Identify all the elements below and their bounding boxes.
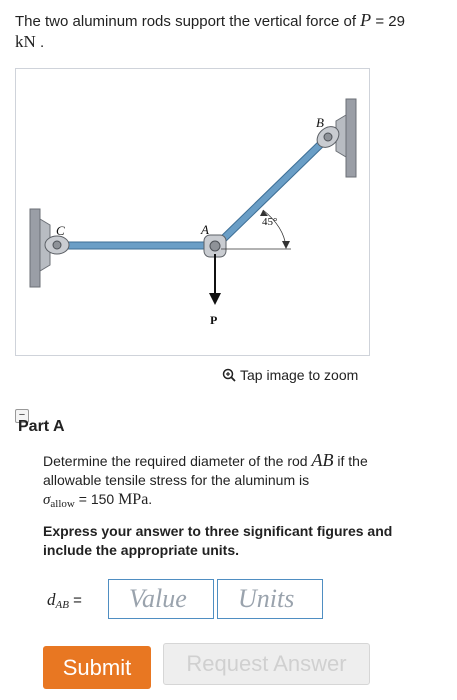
question-line2: allowable tensile stress for the aluminum is xyxy=(43,472,310,488)
intro-text: The two aluminum rods support the vertical force of xyxy=(15,13,361,30)
problem-figure[interactable] xyxy=(15,68,370,356)
force-arrow xyxy=(209,254,221,305)
intro-period: . xyxy=(35,34,45,51)
units-input[interactable] xyxy=(217,579,323,619)
part-title: Part A xyxy=(18,418,65,435)
pin-c xyxy=(45,236,69,254)
sigma-symbol: σ xyxy=(43,492,51,508)
right-wall-support xyxy=(336,99,356,177)
zoom-in-icon xyxy=(222,368,236,382)
zoom-label: Tap image to zoom xyxy=(240,367,359,383)
collapse-toggle-icon[interactable]: − xyxy=(15,409,29,423)
force-variable: P xyxy=(360,10,372,30)
rod-diagram xyxy=(16,69,371,357)
label-c: C xyxy=(56,223,65,238)
answer-instruction: Express your answer to three significant figures and include the appropriate units. xyxy=(43,523,393,558)
label-b: B xyxy=(316,115,324,130)
stress-unit: MPa xyxy=(118,491,149,508)
problem-statement xyxy=(15,10,440,53)
stress-value: = 150 xyxy=(74,491,119,507)
question-line1: Determine the required diameter of the rod xyxy=(43,453,312,469)
force-value: = 29 xyxy=(371,13,405,30)
joint-a xyxy=(204,235,226,257)
answer-label xyxy=(47,590,82,611)
angle-label: 45° xyxy=(262,216,278,228)
answer-label-d: d xyxy=(47,590,56,609)
label-a: A xyxy=(201,222,209,237)
rod-variable: AB xyxy=(311,450,334,470)
zoom-link[interactable] xyxy=(222,367,358,383)
question-text xyxy=(43,451,438,514)
rod-ab xyxy=(218,139,326,244)
request-answer-button[interactable]: Request Answer xyxy=(163,643,370,685)
value-input[interactable] xyxy=(108,579,214,619)
rod-ac xyxy=(60,242,216,249)
submit-button[interactable]: Submit xyxy=(43,646,151,689)
sigma-subscript: allow xyxy=(50,498,75,510)
force-unit: kN xyxy=(15,32,36,51)
label-p: P xyxy=(210,313,218,327)
question-line1-end: if the xyxy=(333,453,368,469)
answer-label-eq: = xyxy=(68,592,82,609)
answer-label-sub: AB xyxy=(55,599,69,611)
question-period: . xyxy=(148,491,153,507)
